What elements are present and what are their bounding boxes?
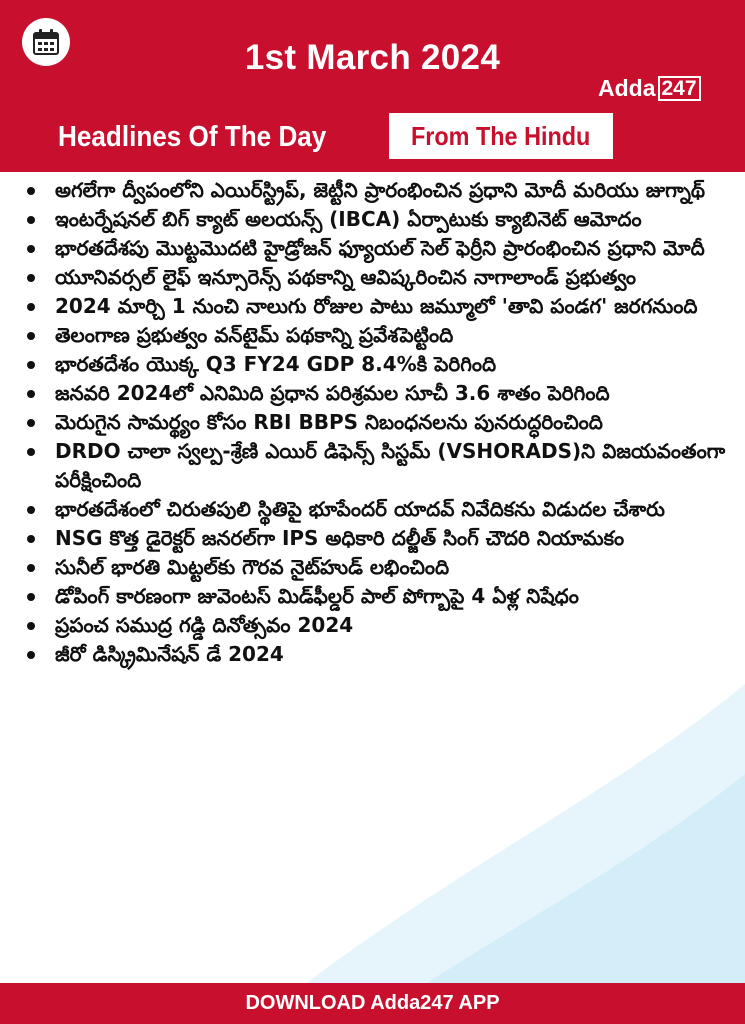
bullet [27, 187, 35, 195]
date-title: 1st March 2024 [244, 38, 501, 77]
header-banner [0, 0, 745, 172]
bullet [27, 419, 35, 427]
bullet [27, 622, 35, 630]
bullet [27, 303, 35, 311]
headline-text: మెరుగైన సామర్థ్యం కోసం RBI BBPS నిబంధనలను పునరుద్ధరించింది [55, 410, 603, 434]
bullet [27, 361, 35, 369]
bullet [27, 390, 35, 398]
headline-text: భారతదేశంలో చిరుతపులి స్థితిపై భూపేందర్ యాదవ్ నివేదికను విడుదల చేశారు [55, 497, 665, 521]
list-item [0, 379, 745, 408]
download-app-banner[interactable] [0, 983, 745, 1024]
list-item [0, 263, 745, 292]
bullet [27, 448, 35, 456]
list-item [0, 350, 745, 379]
list-item [0, 495, 745, 524]
bullet [27, 245, 35, 253]
headline-text: భారతదేశపు మొట్టమొదటి హైడ్రోజన్ ఫ్యూయల్ సెల్ ఫెర్రీని ప్రారంభించిన ప్రధాని మోదీ [55, 236, 705, 260]
bullet [27, 651, 35, 659]
list-item [0, 176, 745, 205]
list-item [0, 582, 745, 611]
background-wave [305, 664, 745, 984]
list-item [0, 611, 745, 640]
list-item [0, 553, 745, 582]
headline-text: జనవరి 2024లో ఎనిమిది ప్రధాన పరిశ్రమల సూచీ 3.6 శాతం పెరిగింది [55, 381, 610, 405]
adda247-logo [598, 75, 701, 101]
headline-label: Headlines Of The Day [58, 121, 327, 153]
bullet [27, 535, 35, 543]
list-item [0, 205, 745, 234]
bullet [27, 593, 35, 601]
bullet [27, 216, 35, 224]
headline-text: తెలంగాణ ప్రభుత్వం వన్‌టైమ్ పథకాన్ని ప్రవేశపెట్టింది [55, 323, 454, 347]
headline-text: అగలేగా ద్వీపంలోని ఎయిర్‌స్ట్రిప్, జెట్టీని ప్రారంభించిన ప్రధాని మోదీ మరియు జుగ్నాథ్ [55, 178, 706, 202]
headline-text: NSG కొత్త డైరెక్టర్ జనరల్‌గా IPS అధికారి దల్జీత్ సింగ్ చౌదరి నియామకం [55, 526, 625, 550]
source-badge [389, 113, 613, 159]
list-item [0, 321, 745, 350]
list-item [0, 408, 745, 437]
download-app-label: DOWNLOAD Adda247 APP [245, 992, 500, 1014]
bullet [27, 332, 35, 340]
source-label: From The Hindu [411, 120, 591, 151]
headline-text: ప్రపంచ సముద్ర గడ్డి దినోత్సవం 2024 [55, 613, 354, 637]
headline-text: భారతదేశం యొక్క Q3 FY24 GDP 8.4%కి పెరిగింది [55, 352, 497, 376]
headline-text: ఇంటర్నేషనల్ బిగ్ క్యాట్ అలయన్స్ (IBCA) ఏర్పాటుకు క్యాబినెట్ ఆమోదం [55, 207, 642, 231]
headline-text: జీరో డిస్క్రిమినేషన్ డే 2024 [55, 642, 284, 666]
list-item [0, 524, 745, 553]
headline-text: యూనివర్సల్ లైఫ్ ఇన్సూరెన్స్ పథకాన్ని ఆవిష్కరించిన నాగాలాండ్ ప్రభుత్వం [55, 265, 637, 289]
list-item [0, 640, 745, 669]
list-item [0, 437, 745, 495]
bullet [27, 506, 35, 514]
headline-text: DRDO చాలా స్వల్ప-శ్రేణి ఎయిర్ డిఫెన్స్ సిస్టమ్ (VSHORADS)ని విజయవంతంగా పరీక్షించింది [55, 439, 726, 492]
logo-text: Adda [598, 74, 656, 101]
headline-text: డోపింగ్ కారణంగా జువెంటస్ మిడ్‌ఫీల్డర్ పాల్ పోగ్బాపై 4 ఏళ్ల నిషేధం [55, 584, 579, 608]
list-item [0, 292, 745, 321]
headline-text: సునీల్ భారతి మిట్టల్‌కు గౌరవ నైట్‌హుడ్ లభించింది [55, 555, 450, 579]
bullet [27, 564, 35, 572]
headline-text: 2024 మార్చి 1 నుంచి నాలుగు రోజుల పాటు జమ్మూలో 'తావి పండగ' జరగనుంది [55, 294, 698, 318]
headline-list [0, 176, 745, 669]
logo-number: 247 [658, 76, 701, 101]
bullet [27, 274, 35, 282]
list-item [0, 234, 745, 263]
